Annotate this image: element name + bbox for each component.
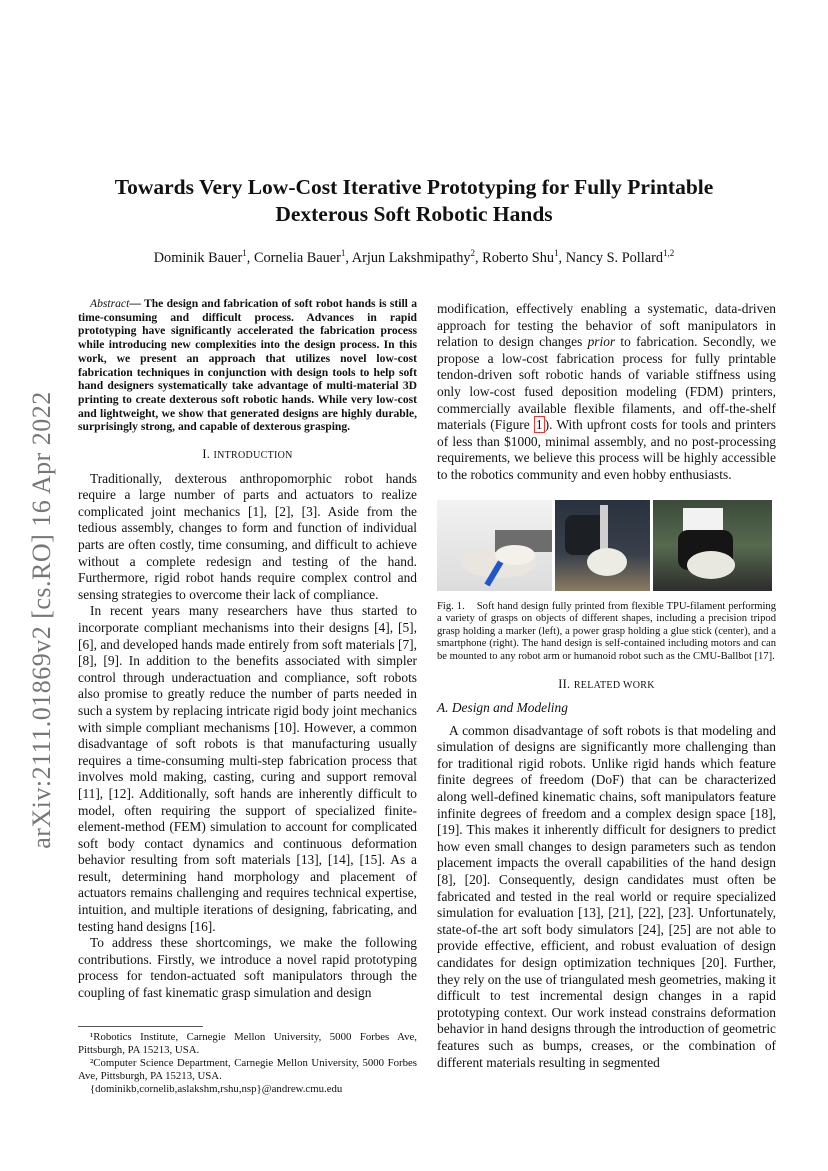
hand-marker-illustration [437,500,552,591]
author: Roberto Shu$^1$, [482,248,566,266]
abstract-label: Abstract [90,297,130,310]
intro-paragraph-3: To address these shortcomings, we make the following contributions. Firstly, we introduce a novel rapid prototyping process for tendon-actuated soft manipulators through the coupling of fast kinematic grasp simulation and design [78,935,417,1001]
intro-paragraph-1: Traditionally, dexterous anthropomorphic robot hands require a large number of parts and actuators to realize complicated joint mechanics [1], [2], [3]. Aside from the tedious assembly, changes to form and function of individual parts are often costly, time consuming, and difficult to achieve without a complete redesign and testing of the hand. Furthermore, rigid robot hands require complex control and sensing strategies to overcome their lack of compliance. [78,470,417,602]
right-column [437,301,776,1071]
photo-power-grasp-glue-stick [555,500,650,591]
figure-reference-link[interactable]: 1 [535,417,543,433]
title-line-1: Towards Very Low-Cost Iterative Prototyping for Fully Printable [114,175,714,199]
subsection-heading-design-modeling: A. Design and Modeling [437,700,568,716]
intro-paragraph-2: In recent years many researchers have thus started to incorporate compliant mechanisms into their designs [4], [5], [6], and developed hands made entirely from soft materials [7], [8], [9]. In addition to the benefits associated with simpler control through underactuation and compliance, soft robots also promise to greatly reduce the number of parts needed in such a system by replacing intricate rigid body joint mechanics with simple compliant mechanisms [10]. However, a common disadvantage of soft robots is that manufacturing usually requires a time-consuming multi-step fabrication process that involves mold making, casting, curing and support removal [11], [12]. Additionally, soft hands are inherently difficult to model, often requiring the support of specialized finite-element-method (FEM) simulation to account for complicated soft body contact dynamics and continuous deformation behavior resulting from soft materials [13], [14], [15]. As a result, determining hand morphology and placement of actuators remains challenging and requires technical expertise, intuition, and multiple iterations of designing, fabricating, and testing hand designs [16]. [78,603,417,934]
left-column [78,297,417,1002]
abstract: Abstract— The design and fabrication of soft robot hands is still a time-consuming and difficult process. Advances in rapid prototyping have significantly accelerated the fabrication process while introducing new complexities into the design process. In this work, we present an approach that utilizes novel low-cost fabrication techniques in conjunction with design tools to help soft hand designers systematically take advantage of multi-material 3D printing to create dexterous soft robotic hands. While very low-cost and lightweight, we show that generated designs are highly durable, surprisingly strong, and capable of dexterous grasping. [78,297,417,434]
footnote-1: ¹Robotics Institute, Carnegie Mellon University, 5000 Forbes Ave, Pittsburgh, PA 15213, USA. [78,1031,417,1056]
section-heading-introduction: I. INTRODUCTION [202,447,293,462]
footnote-2: ²Computer Science Department, Carnegie Mellon University, 5000 Forbes Ave, Pittsburgh, PA 15213, USA. [78,1057,417,1082]
photo-smartphone-grasp [653,500,772,591]
author-list [80,248,748,267]
section-heading-related-work: II. RELATED WORK [558,676,655,691]
footnote-3: {dominikb,cornelib,aslakshm,rshu,nsp}@andrew.cmu.edu [90,1083,343,1095]
related-work-paragraph: A common disadvantage of soft robots is that modeling and simulation of designs are significantly more challenging than for traditional rigid robots. Unlike rigid hands which feature finite degrees of freedom (DoF) that can be characterized along well-defined kinematic chains, soft manipulators feature infinite degrees of freedom and a complex design space [18], [19]. This makes it inherently difficult for designers to predict how even small changes to design parameters such as tendon placement impacts the overall capabilities of the hand design [8], [20]. Consequently, design candidates must often be fabricated and tested in the real world or require specialized simulation for evaluation [13], [21], [22], [23]. Unfortunately, state-of-the art soft body simulators [24], [25] are not able to provide effective, efficient, and robust evaluation of design candidates for design optimization techniques [20]. Further, they rely on the use of triangulated mesh geometries, making it difficult to test incremental design changes in a rapid prototyping context. Our work instead constrains deformation behavior in hand designs through the introduction of geometric features such as bumps, creases, or the combination of different materials resulting in segmented [437,722,776,1070]
contributions-paragraph: modification, effectively enabling a systematic, data-driven approach for testing the behavior of soft manipulators in relation to design changes prior to fabrication. Secondly, we propose a low-cost fabrication process for fully printable tendon-driven soft robotic hands of variable stiffness using only low-cost fused deposition modeling (FDM) printers, commercially available flexible filaments, and off-the-shelf materials (Figure 1 ). With upfront costs for tools and printers of less than $1000, minimal assembly, and no post-processing requirements, we believe this process will be highly accessible to the robotics community and even hobby enthusiasts. [437,301,777,482]
paper-title [80,174,748,228]
figure-caption: Fig. 1. Soft hand design fully printed from flexible TPU-filament performing a variety of grasps on objects of different shapes, including a precision tripod grasp holding a marker (left), a power grasp holding a glue stick (center), and a smartphone (right). The hand design is self-contained including motors and can be mounted to any robot arm or humanoid robot such as the CMU-Ballbot [17]. [437,600,776,662]
author: Arjun Lakshmipathy$^2$, [351,248,483,266]
author: Dominik Bauer$^1$, [153,248,254,266]
hand-glue-stick-illustration [555,500,650,591]
figure-1 [437,500,776,591]
footnote-rule [78,1026,203,1027]
title-line-2: Dexterous Soft Robotic Hands [275,202,553,226]
arxiv-stamp: arXiv:2111.01869v2 [cs.RO] 16 Apr 2022 [27,391,56,849]
author: Cornelia Bauer$^1$, [253,248,352,266]
photo-tripod-grasp-marker [437,500,552,591]
hand-smartphone-illustration [653,500,772,591]
footnotes [78,1032,417,1096]
author: Nancy S. Pollard$^{1,2}$ [565,248,675,266]
